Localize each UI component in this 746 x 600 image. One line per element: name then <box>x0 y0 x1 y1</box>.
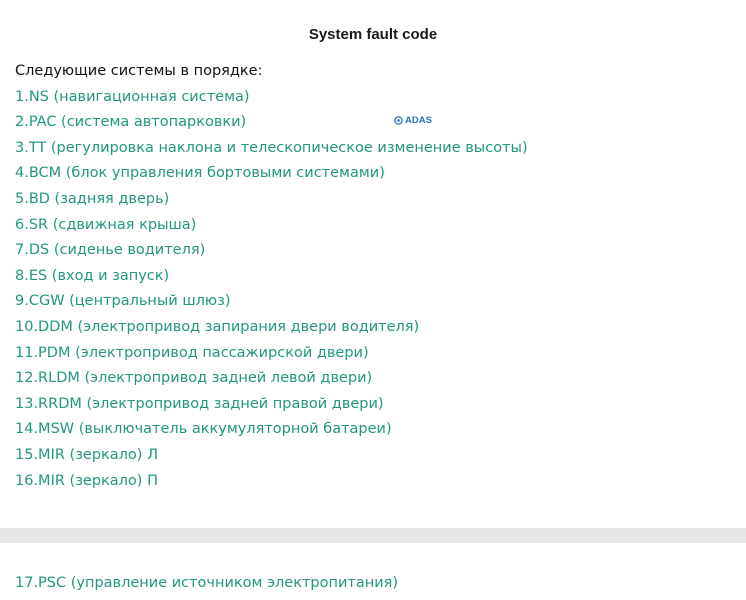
list-item[interactable]: 1.NS (навигационная система) <box>15 88 250 105</box>
systems-section <box>15 60 735 495</box>
list-item[interactable]: 3.TT (регулировка наклона и телескопическое изменение высоты) <box>15 139 528 156</box>
adas-badge-label: ADAS <box>405 115 432 126</box>
list-item[interactable]: 7.DS (сиденье водителя) <box>15 242 206 259</box>
list-item[interactable]: 17.PSC (управление источником электропитания) <box>15 575 399 591</box>
list-item[interactable]: 6.SR (сдвижная крыша) <box>15 216 197 233</box>
list-item[interactable]: 15.MIR (зеркало) Л <box>15 446 158 463</box>
list-item[interactable]: 9.CGW (центральный шлюз) <box>15 293 231 310</box>
list-item[interactable]: 14.MSW (выключатель аккумуляторной батареи) <box>15 421 392 438</box>
list-item[interactable]: 12.RLDM (электропривод задней левой двери) <box>15 370 373 387</box>
list-item[interactable]: 13.RRDM (электропривод задней правой двери) <box>15 395 384 412</box>
systems-list <box>15 86 735 496</box>
list-item[interactable]: 2.PAC (система автопарковки) <box>15 114 247 131</box>
target-circle-icon <box>394 116 403 125</box>
list-item[interactable]: 11.PDM (электропривод пассажирской двери) <box>15 344 369 361</box>
intro-text: Следующие системы в порядке: <box>15 63 263 79</box>
list-item[interactable]: 8.ES (вход и запуск) <box>15 267 170 284</box>
list-item[interactable]: 4.BCM (блок управления бортовыми системами) <box>15 165 385 182</box>
list-item[interactable]: 10.DDM (электропривод запирания двери водителя) <box>15 318 420 335</box>
page-title: System fault code <box>308 26 438 43</box>
list-item[interactable]: 5.BD (задняя дверь) <box>15 190 170 207</box>
list-item[interactable]: 16.MIR (зеркало) П <box>15 472 158 489</box>
adas-badge[interactable] <box>394 115 432 126</box>
page-divider <box>0 528 746 543</box>
